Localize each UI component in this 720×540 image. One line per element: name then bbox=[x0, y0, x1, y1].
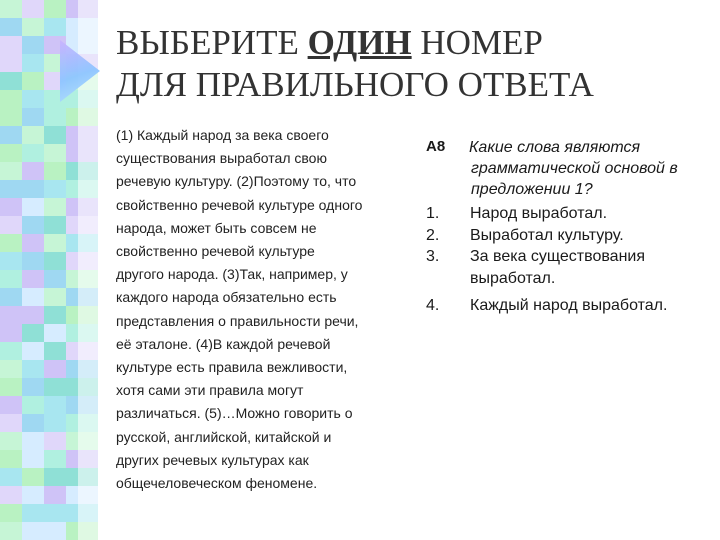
stripe-tile bbox=[44, 324, 66, 342]
title-line-1 bbox=[116, 22, 706, 64]
stripe-tile bbox=[44, 432, 66, 450]
stripe-tile bbox=[44, 306, 66, 324]
option-text: Каждый народ выработал. bbox=[470, 297, 668, 314]
passage-text bbox=[116, 124, 406, 495]
stripe-tile bbox=[0, 108, 22, 126]
stripe-tile bbox=[44, 450, 66, 468]
option-number: 2. bbox=[426, 226, 440, 244]
answer-option-2[interactable] bbox=[426, 225, 716, 247]
title-part-2: НОМЕР bbox=[411, 23, 543, 62]
stripe-tile bbox=[0, 522, 22, 540]
stripe-tile bbox=[44, 18, 66, 36]
passage-line: (1) Каждый народ за века своего bbox=[116, 127, 329, 143]
option-number: 1. bbox=[426, 205, 440, 222]
stripe-tile bbox=[0, 36, 22, 54]
stripe-tile bbox=[22, 396, 44, 414]
passage-line: других речевых культурах как bbox=[116, 451, 309, 468]
title-emphasis: ОДИН bbox=[307, 23, 412, 62]
stripe-tile bbox=[44, 468, 66, 486]
option-text: Выработал культуру. bbox=[470, 226, 624, 244]
stripe-tile bbox=[0, 0, 22, 18]
stripe-tile bbox=[22, 450, 44, 468]
stripe-tile bbox=[22, 108, 44, 126]
stripe-tile bbox=[22, 324, 44, 342]
passage-line: свойственно речевой культуре bbox=[116, 243, 315, 260]
stripe-tile bbox=[44, 378, 66, 396]
stripe-tile bbox=[44, 162, 66, 180]
stripe-tile bbox=[22, 378, 44, 396]
stripe-tile bbox=[0, 324, 22, 342]
stripe-tile bbox=[44, 126, 66, 144]
stripe-tile bbox=[0, 252, 22, 270]
stripe-tile bbox=[22, 126, 44, 144]
question-header bbox=[426, 137, 716, 203]
passage-line: другого народа. (3)Так, например, у bbox=[116, 266, 348, 283]
stripe-tile bbox=[0, 414, 22, 432]
stripe-tile bbox=[44, 252, 66, 270]
stripe-tile bbox=[44, 180, 66, 198]
stripe-tile bbox=[22, 270, 44, 288]
stripe-tile bbox=[22, 288, 44, 306]
stripe-tile bbox=[0, 504, 22, 522]
stripe-tile bbox=[0, 288, 22, 306]
option-text: выработал. bbox=[470, 269, 556, 287]
stripe-tile bbox=[0, 54, 22, 72]
passage-line: культуре есть правила вежливости, bbox=[116, 359, 348, 376]
question-label: А8 bbox=[426, 138, 446, 155]
stripe-tile bbox=[0, 450, 22, 468]
stripe-tile bbox=[44, 144, 66, 162]
passage-line: общечеловеческом феномене. bbox=[116, 475, 318, 492]
question-line: Какие слова являются bbox=[469, 139, 641, 156]
question-text bbox=[469, 137, 678, 200]
stripe-tile bbox=[0, 360, 22, 378]
stripe-tile bbox=[44, 486, 66, 504]
stripe-tile bbox=[22, 0, 44, 18]
stripe-tile bbox=[0, 234, 22, 252]
option-text: За века существования bbox=[470, 248, 646, 265]
stripe-tile bbox=[22, 18, 44, 36]
slide-title bbox=[116, 22, 706, 106]
question-line: грамматической основой в bbox=[471, 160, 678, 177]
stripe-tile bbox=[22, 144, 44, 162]
title-part-1: ВЫБЕРИТЕ bbox=[116, 23, 308, 62]
stripe-tile bbox=[22, 342, 44, 360]
answer-option-1[interactable] bbox=[426, 203, 716, 225]
option-text: Народ выработал. bbox=[470, 205, 608, 222]
stripe-tile bbox=[0, 216, 22, 234]
stripe-tile bbox=[0, 306, 22, 324]
stripe-tile bbox=[0, 270, 22, 288]
stripe-tile bbox=[0, 198, 22, 216]
stripe-tile bbox=[44, 522, 66, 540]
stripe-tile bbox=[22, 252, 44, 270]
passage-line: свойственно речевой культуре одного bbox=[116, 196, 363, 213]
stripe-tile bbox=[44, 270, 66, 288]
passage-line: существования выработал свою bbox=[116, 150, 327, 167]
stripe-tile bbox=[0, 144, 22, 162]
stripe-tile bbox=[22, 198, 44, 216]
stripe-tile bbox=[44, 360, 66, 378]
stripe-tile bbox=[0, 126, 22, 144]
passage-line: различаться. (5)…Можно говорить о bbox=[116, 405, 353, 422]
stripe-tile bbox=[22, 216, 44, 234]
stripe-tile bbox=[22, 72, 44, 90]
stripe-tile bbox=[22, 432, 44, 450]
stripe-tile bbox=[44, 342, 66, 360]
stripe-tile bbox=[44, 216, 66, 234]
passage-line: хотя сами эти правила могут bbox=[116, 382, 304, 399]
stripe-tile bbox=[22, 414, 44, 432]
stripe-tile bbox=[22, 90, 44, 108]
passage-line: народа, может быть совсем не bbox=[116, 219, 317, 236]
stripe-tile bbox=[22, 162, 44, 180]
stripe-tile bbox=[0, 342, 22, 360]
stripe-tile bbox=[44, 108, 66, 126]
stripe-tile bbox=[0, 468, 22, 486]
answer-option-4[interactable] bbox=[426, 295, 716, 317]
stripe-tile bbox=[0, 378, 22, 396]
stripe-tile bbox=[22, 234, 44, 252]
stripe-tile bbox=[0, 162, 22, 180]
passage-line: её эталоне. (4)В каждой речевой bbox=[116, 335, 331, 352]
stripe-tile bbox=[22, 306, 44, 324]
option-number: 4. bbox=[426, 297, 440, 314]
stripe-tile bbox=[44, 396, 66, 414]
stripe-tile bbox=[44, 234, 66, 252]
stripe-tile bbox=[22, 36, 44, 54]
stripe-tile bbox=[0, 90, 22, 108]
stripe-tile bbox=[0, 72, 22, 90]
stripe-tile bbox=[22, 54, 44, 72]
stripe-tile bbox=[44, 288, 66, 306]
stripe-tile bbox=[22, 360, 44, 378]
question-block bbox=[426, 137, 716, 317]
stripe-tile bbox=[22, 468, 44, 486]
answer-option-3[interactable] bbox=[426, 246, 716, 289]
stripe-tile bbox=[44, 414, 66, 432]
stripe-tile bbox=[44, 198, 66, 216]
stripe-tile bbox=[0, 432, 22, 450]
stripe-tile bbox=[0, 18, 22, 36]
stripe-tile bbox=[44, 504, 66, 522]
stripe-tile bbox=[22, 180, 44, 198]
question-line: предложении 1? bbox=[471, 181, 593, 198]
stripe-tile bbox=[22, 486, 44, 504]
stripe-tile bbox=[22, 504, 44, 522]
stripe-tile bbox=[0, 486, 22, 504]
option-number: 3. bbox=[426, 248, 440, 265]
stripe-tile bbox=[44, 0, 66, 18]
stripe-tile bbox=[22, 522, 44, 540]
stripe-tile bbox=[0, 396, 22, 414]
passage-line: каждого народа обязательно есть bbox=[116, 289, 337, 306]
passage-line: речевую культуру. (2)Поэтому то, что bbox=[116, 173, 357, 190]
title-line-2: ДЛЯ ПРАВИЛЬНОГО ОТВЕТА bbox=[116, 65, 594, 104]
passage-line: представления о правильности речи, bbox=[116, 312, 359, 329]
passage-line: русской, английской, китайской и bbox=[116, 428, 332, 445]
stripe-tile bbox=[0, 180, 22, 198]
